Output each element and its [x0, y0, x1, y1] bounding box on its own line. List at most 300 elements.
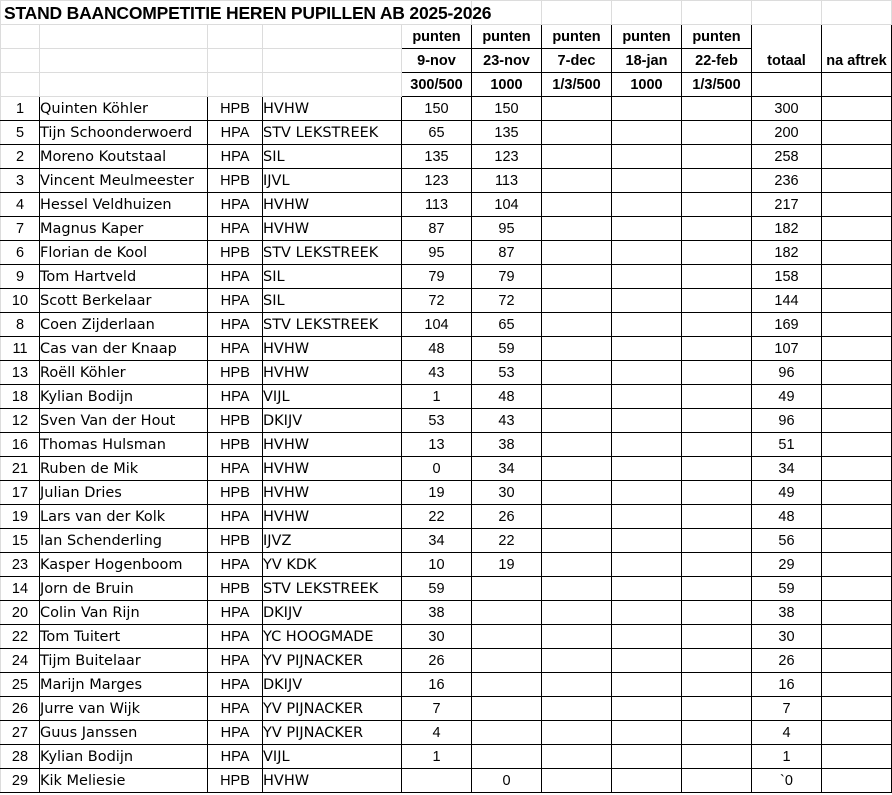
round-1-points-cell[interactable]: 30 — [402, 625, 472, 649]
category-cell[interactable]: HPB — [208, 577, 263, 601]
round-5-points-cell[interactable] — [682, 481, 752, 505]
round-2-points-cell[interactable]: 135 — [472, 121, 542, 145]
name-cell[interactable]: Kik Meliesie — [40, 769, 208, 793]
round-5-points-cell[interactable] — [682, 289, 752, 313]
club-cell[interactable]: HVHW — [263, 505, 402, 529]
round-2-points-cell[interactable]: 72 — [472, 289, 542, 313]
rank-cell[interactable]: 1 — [1, 97, 40, 121]
rank-cell[interactable]: 11 — [1, 337, 40, 361]
round-5-points-cell[interactable] — [682, 121, 752, 145]
round-5-points-cell[interactable] — [682, 697, 752, 721]
round-2-points-cell[interactable] — [472, 577, 542, 601]
round-1-points-cell[interactable]: 43 — [402, 361, 472, 385]
header-round-2-label[interactable]: punten — [472, 25, 542, 49]
round-2-points-cell[interactable]: 19 — [472, 553, 542, 577]
round-3-points-cell[interactable] — [542, 193, 612, 217]
round-3-points-cell[interactable] — [542, 505, 612, 529]
club-cell[interactable]: HVHW — [263, 481, 402, 505]
club-cell[interactable]: HVHW — [263, 433, 402, 457]
rank-cell[interactable]: 5 — [1, 121, 40, 145]
header-round-5-label[interactable]: punten — [682, 25, 752, 49]
club-cell[interactable]: YV PIJNACKER — [263, 697, 402, 721]
after-deduction-cell[interactable] — [822, 649, 892, 673]
total-cell[interactable]: 107 — [752, 337, 822, 361]
round-5-points-cell[interactable] — [682, 529, 752, 553]
after-deduction-cell[interactable] — [822, 385, 892, 409]
category-cell[interactable]: HPA — [208, 385, 263, 409]
club-cell[interactable]: IJVL — [263, 169, 402, 193]
club-cell[interactable]: SIL — [263, 145, 402, 169]
round-4-points-cell[interactable] — [612, 601, 682, 625]
total-cell[interactable]: 300 — [752, 97, 822, 121]
round-5-points-cell[interactable] — [682, 217, 752, 241]
round-2-points-cell[interactable]: 43 — [472, 409, 542, 433]
header-round-2-date[interactable]: 23-nov — [472, 49, 542, 73]
header-round-4-factor[interactable]: 1000 — [612, 73, 682, 97]
name-cell[interactable]: Vincent Meulmeester — [40, 169, 208, 193]
total-cell[interactable]: 38 — [752, 601, 822, 625]
after-deduction-cell[interactable] — [822, 481, 892, 505]
round-4-points-cell[interactable] — [612, 649, 682, 673]
round-4-points-cell[interactable] — [612, 361, 682, 385]
category-cell[interactable]: HPA — [208, 265, 263, 289]
total-cell[interactable]: 48 — [752, 505, 822, 529]
total-cell[interactable]: 56 — [752, 529, 822, 553]
round-4-points-cell[interactable] — [612, 697, 682, 721]
round-1-points-cell[interactable]: 95 — [402, 241, 472, 265]
round-1-points-cell[interactable]: 10 — [402, 553, 472, 577]
category-cell[interactable]: HPA — [208, 553, 263, 577]
name-cell[interactable]: Roëll Köhler — [40, 361, 208, 385]
name-cell[interactable]: Quinten Köhler — [40, 97, 208, 121]
name-cell[interactable]: Marijn Marges — [40, 673, 208, 697]
club-cell[interactable]: VIJL — [263, 745, 402, 769]
rank-cell[interactable]: 28 — [1, 745, 40, 769]
after-deduction-cell[interactable] — [822, 289, 892, 313]
after-deduction-cell[interactable] — [822, 193, 892, 217]
round-3-points-cell[interactable] — [542, 625, 612, 649]
round-4-points-cell[interactable] — [612, 481, 682, 505]
round-4-points-cell[interactable] — [612, 265, 682, 289]
club-cell[interactable]: YV PIJNACKER — [263, 721, 402, 745]
total-cell[interactable]: 30 — [752, 625, 822, 649]
cell[interactable] — [682, 1, 752, 25]
club-cell[interactable]: HVHW — [263, 97, 402, 121]
header-total[interactable]: totaal — [752, 25, 822, 73]
cell[interactable] — [542, 1, 612, 25]
after-deduction-cell[interactable] — [822, 217, 892, 241]
after-deduction-cell[interactable] — [822, 169, 892, 193]
round-1-points-cell[interactable]: 104 — [402, 313, 472, 337]
round-4-points-cell[interactable] — [612, 625, 682, 649]
round-3-points-cell[interactable] — [542, 217, 612, 241]
cell[interactable] — [208, 73, 263, 97]
category-cell[interactable]: HPB — [208, 241, 263, 265]
category-cell[interactable]: HPA — [208, 337, 263, 361]
category-cell[interactable]: HPA — [208, 721, 263, 745]
club-cell[interactable]: STV LEKSTREEK — [263, 241, 402, 265]
total-cell[interactable]: 59 — [752, 577, 822, 601]
total-cell[interactable]: 51 — [752, 433, 822, 457]
total-cell[interactable]: 7 — [752, 697, 822, 721]
round-1-points-cell[interactable]: 26 — [402, 649, 472, 673]
round-5-points-cell[interactable] — [682, 361, 752, 385]
round-2-points-cell[interactable]: 150 — [472, 97, 542, 121]
round-5-points-cell[interactable] — [682, 457, 752, 481]
round-2-points-cell[interactable]: 53 — [472, 361, 542, 385]
cell[interactable] — [1, 49, 40, 73]
cell[interactable] — [263, 25, 402, 49]
round-5-points-cell[interactable] — [682, 265, 752, 289]
club-cell[interactable]: HVHW — [263, 361, 402, 385]
after-deduction-cell[interactable] — [822, 433, 892, 457]
round-3-points-cell[interactable] — [542, 145, 612, 169]
round-4-points-cell[interactable] — [612, 529, 682, 553]
cell[interactable] — [822, 1, 892, 25]
round-5-points-cell[interactable] — [682, 313, 752, 337]
rank-cell[interactable]: 3 — [1, 169, 40, 193]
round-2-points-cell[interactable]: 26 — [472, 505, 542, 529]
name-cell[interactable]: Jurre van Wijk — [40, 697, 208, 721]
round-4-points-cell[interactable] — [612, 385, 682, 409]
rank-cell[interactable]: 17 — [1, 481, 40, 505]
name-cell[interactable]: Lars van der Kolk — [40, 505, 208, 529]
round-4-points-cell[interactable] — [612, 433, 682, 457]
round-1-points-cell[interactable]: 135 — [402, 145, 472, 169]
total-cell[interactable]: 182 — [752, 241, 822, 265]
round-4-points-cell[interactable] — [612, 241, 682, 265]
round-5-points-cell[interactable] — [682, 745, 752, 769]
total-cell[interactable]: 144 — [752, 289, 822, 313]
club-cell[interactable]: SIL — [263, 265, 402, 289]
after-deduction-cell[interactable] — [822, 409, 892, 433]
round-2-points-cell[interactable] — [472, 625, 542, 649]
name-cell[interactable]: Tijn Schoonderwoerd — [40, 121, 208, 145]
total-cell[interactable]: 34 — [752, 457, 822, 481]
club-cell[interactable]: SIL — [263, 289, 402, 313]
category-cell[interactable]: HPB — [208, 169, 263, 193]
rank-cell[interactable]: 16 — [1, 433, 40, 457]
round-1-points-cell[interactable]: 65 — [402, 121, 472, 145]
category-cell[interactable]: HPB — [208, 409, 263, 433]
round-4-points-cell[interactable] — [612, 193, 682, 217]
name-cell[interactable]: Ian Schenderling — [40, 529, 208, 553]
category-cell[interactable]: HPB — [208, 529, 263, 553]
round-4-points-cell[interactable] — [612, 169, 682, 193]
round-4-points-cell[interactable] — [612, 313, 682, 337]
header-after-deduction[interactable]: na aftrek — [822, 25, 892, 73]
round-3-points-cell[interactable] — [542, 121, 612, 145]
total-cell[interactable]: 4 — [752, 721, 822, 745]
round-4-points-cell[interactable] — [612, 457, 682, 481]
club-cell[interactable]: DKIJV — [263, 673, 402, 697]
round-1-points-cell[interactable]: 72 — [402, 289, 472, 313]
name-cell[interactable]: Hessel Veldhuizen — [40, 193, 208, 217]
round-5-points-cell[interactable] — [682, 625, 752, 649]
total-cell[interactable]: 29 — [752, 553, 822, 577]
rank-cell[interactable]: 29 — [1, 769, 40, 793]
round-5-points-cell[interactable] — [682, 385, 752, 409]
round-5-points-cell[interactable] — [682, 769, 752, 793]
name-cell[interactable]: Julian Dries — [40, 481, 208, 505]
category-cell[interactable]: HPA — [208, 145, 263, 169]
round-5-points-cell[interactable] — [682, 145, 752, 169]
club-cell[interactable]: YV KDK — [263, 553, 402, 577]
club-cell[interactable]: YC HOOGMADE — [263, 625, 402, 649]
after-deduction-cell[interactable] — [822, 721, 892, 745]
round-1-points-cell[interactable]: 34 — [402, 529, 472, 553]
round-3-points-cell[interactable] — [542, 673, 612, 697]
name-cell[interactable]: Thomas Hulsman — [40, 433, 208, 457]
rank-cell[interactable]: 26 — [1, 697, 40, 721]
total-cell[interactable]: 96 — [752, 409, 822, 433]
round-4-points-cell[interactable] — [612, 769, 682, 793]
header-round-3-factor[interactable]: 1/3/500 — [542, 73, 612, 97]
rank-cell[interactable]: 9 — [1, 265, 40, 289]
round-4-points-cell[interactable] — [612, 553, 682, 577]
rank-cell[interactable]: 8 — [1, 313, 40, 337]
round-3-points-cell[interactable] — [542, 313, 612, 337]
round-2-points-cell[interactable] — [472, 697, 542, 721]
round-1-points-cell[interactable] — [402, 769, 472, 793]
name-cell[interactable]: Moreno Koutstaal — [40, 145, 208, 169]
round-3-points-cell[interactable] — [542, 361, 612, 385]
round-2-points-cell[interactable] — [472, 673, 542, 697]
rank-cell[interactable]: 19 — [1, 505, 40, 529]
round-2-points-cell[interactable]: 87 — [472, 241, 542, 265]
after-deduction-cell[interactable] — [822, 505, 892, 529]
round-5-points-cell[interactable] — [682, 193, 752, 217]
name-cell[interactable]: Sven Van der Hout — [40, 409, 208, 433]
round-5-points-cell[interactable] — [682, 337, 752, 361]
round-2-points-cell[interactable] — [472, 649, 542, 673]
name-cell[interactable]: Kasper Hogenboom — [40, 553, 208, 577]
rank-cell[interactable]: 4 — [1, 193, 40, 217]
total-cell[interactable]: 16 — [752, 673, 822, 697]
club-cell[interactable]: HVHW — [263, 217, 402, 241]
header-round-4-label[interactable]: punten — [612, 25, 682, 49]
total-cell[interactable]: 1 — [752, 745, 822, 769]
round-2-points-cell[interactable]: 113 — [472, 169, 542, 193]
round-4-points-cell[interactable] — [612, 673, 682, 697]
round-1-points-cell[interactable]: 53 — [402, 409, 472, 433]
name-cell[interactable]: Tom Tuitert — [40, 625, 208, 649]
rank-cell[interactable]: 18 — [1, 385, 40, 409]
rank-cell[interactable]: 12 — [1, 409, 40, 433]
cell[interactable] — [752, 1, 822, 25]
round-2-points-cell[interactable]: 22 — [472, 529, 542, 553]
after-deduction-cell[interactable] — [822, 241, 892, 265]
round-4-points-cell[interactable] — [612, 145, 682, 169]
name-cell[interactable]: Florian de Kool — [40, 241, 208, 265]
club-cell[interactable]: HVHW — [263, 457, 402, 481]
after-deduction-cell[interactable] — [822, 625, 892, 649]
round-1-points-cell[interactable]: 7 — [402, 697, 472, 721]
after-deduction-cell[interactable] — [822, 313, 892, 337]
name-cell[interactable]: Kylian Bodijn — [40, 745, 208, 769]
round-5-points-cell[interactable] — [682, 241, 752, 265]
round-4-points-cell[interactable] — [612, 505, 682, 529]
cell[interactable] — [263, 73, 402, 97]
round-2-points-cell[interactable]: 79 — [472, 265, 542, 289]
header-round-2-factor[interactable]: 1000 — [472, 73, 542, 97]
rank-cell[interactable]: 22 — [1, 625, 40, 649]
name-cell[interactable]: Coen Zijderlaan — [40, 313, 208, 337]
total-cell[interactable]: 26 — [752, 649, 822, 673]
round-1-points-cell[interactable]: 59 — [402, 577, 472, 601]
rank-cell[interactable]: 13 — [1, 361, 40, 385]
round-1-points-cell[interactable]: 79 — [402, 265, 472, 289]
cell[interactable] — [40, 49, 208, 73]
total-cell[interactable]: 236 — [752, 169, 822, 193]
round-4-points-cell[interactable] — [612, 289, 682, 313]
round-1-points-cell[interactable]: 150 — [402, 97, 472, 121]
round-3-points-cell[interactable] — [542, 577, 612, 601]
rank-cell[interactable]: 27 — [1, 721, 40, 745]
round-4-points-cell[interactable] — [612, 409, 682, 433]
round-2-points-cell[interactable]: 59 — [472, 337, 542, 361]
round-2-points-cell[interactable]: 65 — [472, 313, 542, 337]
round-3-points-cell[interactable] — [542, 337, 612, 361]
round-3-points-cell[interactable] — [542, 649, 612, 673]
round-1-points-cell[interactable]: 48 — [402, 337, 472, 361]
cell[interactable] — [208, 49, 263, 73]
category-cell[interactable]: HPB — [208, 481, 263, 505]
category-cell[interactable]: HPA — [208, 745, 263, 769]
name-cell[interactable]: Guus Janssen — [40, 721, 208, 745]
header-round-3-date[interactable]: 7-dec — [542, 49, 612, 73]
category-cell[interactable]: HPA — [208, 601, 263, 625]
round-3-points-cell[interactable] — [542, 553, 612, 577]
round-5-points-cell[interactable] — [682, 97, 752, 121]
category-cell[interactable]: HPA — [208, 289, 263, 313]
category-cell[interactable]: HPA — [208, 673, 263, 697]
cell[interactable] — [612, 1, 682, 25]
round-1-points-cell[interactable]: 13 — [402, 433, 472, 457]
cell[interactable] — [1, 25, 40, 49]
round-2-points-cell[interactable] — [472, 745, 542, 769]
round-5-points-cell[interactable] — [682, 577, 752, 601]
after-deduction-cell[interactable] — [822, 265, 892, 289]
round-3-points-cell[interactable] — [542, 481, 612, 505]
round-2-points-cell[interactable]: 123 — [472, 145, 542, 169]
after-deduction-cell[interactable] — [822, 745, 892, 769]
round-3-points-cell[interactable] — [542, 529, 612, 553]
round-4-points-cell[interactable] — [612, 121, 682, 145]
cell[interactable] — [208, 25, 263, 49]
header-round-4-date[interactable]: 18-jan — [612, 49, 682, 73]
rank-cell[interactable]: 25 — [1, 673, 40, 697]
rank-cell[interactable]: 7 — [1, 217, 40, 241]
club-cell[interactable]: IJVZ — [263, 529, 402, 553]
round-4-points-cell[interactable] — [612, 217, 682, 241]
rank-cell[interactable]: 6 — [1, 241, 40, 265]
round-2-points-cell[interactable]: 30 — [472, 481, 542, 505]
round-2-points-cell[interactable]: 104 — [472, 193, 542, 217]
category-cell[interactable]: HPA — [208, 121, 263, 145]
cell[interactable] — [40, 73, 208, 97]
after-deduction-cell[interactable] — [822, 457, 892, 481]
round-5-points-cell[interactable] — [682, 601, 752, 625]
club-cell[interactable]: HVHW — [263, 193, 402, 217]
header-round-1-factor[interactable]: 300/500 — [402, 73, 472, 97]
total-cell[interactable]: 169 — [752, 313, 822, 337]
category-cell[interactable]: HPA — [208, 649, 263, 673]
total-cell[interactable]: 200 — [752, 121, 822, 145]
total-cell[interactable]: 217 — [752, 193, 822, 217]
category-cell[interactable]: HPA — [208, 697, 263, 721]
header-total-factor[interactable] — [752, 73, 822, 97]
round-1-points-cell[interactable]: 16 — [402, 673, 472, 697]
round-3-points-cell[interactable] — [542, 697, 612, 721]
round-5-points-cell[interactable] — [682, 169, 752, 193]
round-1-points-cell[interactable]: 19 — [402, 481, 472, 505]
after-deduction-cell[interactable] — [822, 577, 892, 601]
rank-cell[interactable]: 23 — [1, 553, 40, 577]
round-3-points-cell[interactable] — [542, 601, 612, 625]
round-5-points-cell[interactable] — [682, 721, 752, 745]
round-3-points-cell[interactable] — [542, 385, 612, 409]
round-3-points-cell[interactable] — [542, 241, 612, 265]
after-deduction-cell[interactable] — [822, 337, 892, 361]
category-cell[interactable]: HPA — [208, 313, 263, 337]
after-deduction-cell[interactable] — [822, 529, 892, 553]
round-3-points-cell[interactable] — [542, 409, 612, 433]
round-2-points-cell[interactable] — [472, 601, 542, 625]
round-3-points-cell[interactable] — [542, 721, 612, 745]
category-cell[interactable]: HPA — [208, 625, 263, 649]
after-deduction-cell[interactable] — [822, 673, 892, 697]
round-1-points-cell[interactable]: 123 — [402, 169, 472, 193]
cell[interactable] — [263, 49, 402, 73]
round-4-points-cell[interactable] — [612, 337, 682, 361]
total-cell[interactable]: 96 — [752, 361, 822, 385]
round-1-points-cell[interactable]: 38 — [402, 601, 472, 625]
round-1-points-cell[interactable]: 87 — [402, 217, 472, 241]
round-2-points-cell[interactable] — [472, 721, 542, 745]
category-cell[interactable]: HPB — [208, 97, 263, 121]
category-cell[interactable]: HPA — [208, 457, 263, 481]
round-2-points-cell[interactable]: 48 — [472, 385, 542, 409]
club-cell[interactable]: VIJL — [263, 385, 402, 409]
round-5-points-cell[interactable] — [682, 553, 752, 577]
total-cell[interactable]: `0 — [752, 769, 822, 793]
total-cell[interactable]: 49 — [752, 385, 822, 409]
header-round-1-label[interactable]: punten — [402, 25, 472, 49]
round-2-points-cell[interactable]: 95 — [472, 217, 542, 241]
header-round-5-date[interactable]: 22-feb — [682, 49, 752, 73]
name-cell[interactable]: Colin Van Rijn — [40, 601, 208, 625]
cell[interactable] — [40, 25, 208, 49]
rank-cell[interactable]: 21 — [1, 457, 40, 481]
round-4-points-cell[interactable] — [612, 721, 682, 745]
category-cell[interactable]: HPB — [208, 433, 263, 457]
round-5-points-cell[interactable] — [682, 505, 752, 529]
round-5-points-cell[interactable] — [682, 649, 752, 673]
after-deduction-cell[interactable] — [822, 121, 892, 145]
after-deduction-cell[interactable] — [822, 769, 892, 793]
name-cell[interactable]: Scott Berkelaar — [40, 289, 208, 313]
rank-cell[interactable]: 20 — [1, 601, 40, 625]
round-4-points-cell[interactable] — [612, 577, 682, 601]
round-3-points-cell[interactable] — [542, 745, 612, 769]
club-cell[interactable]: DKIJV — [263, 601, 402, 625]
rank-cell[interactable]: 10 — [1, 289, 40, 313]
rank-cell[interactable]: 14 — [1, 577, 40, 601]
rank-cell[interactable]: 15 — [1, 529, 40, 553]
total-cell[interactable]: 182 — [752, 217, 822, 241]
round-3-points-cell[interactable] — [542, 97, 612, 121]
